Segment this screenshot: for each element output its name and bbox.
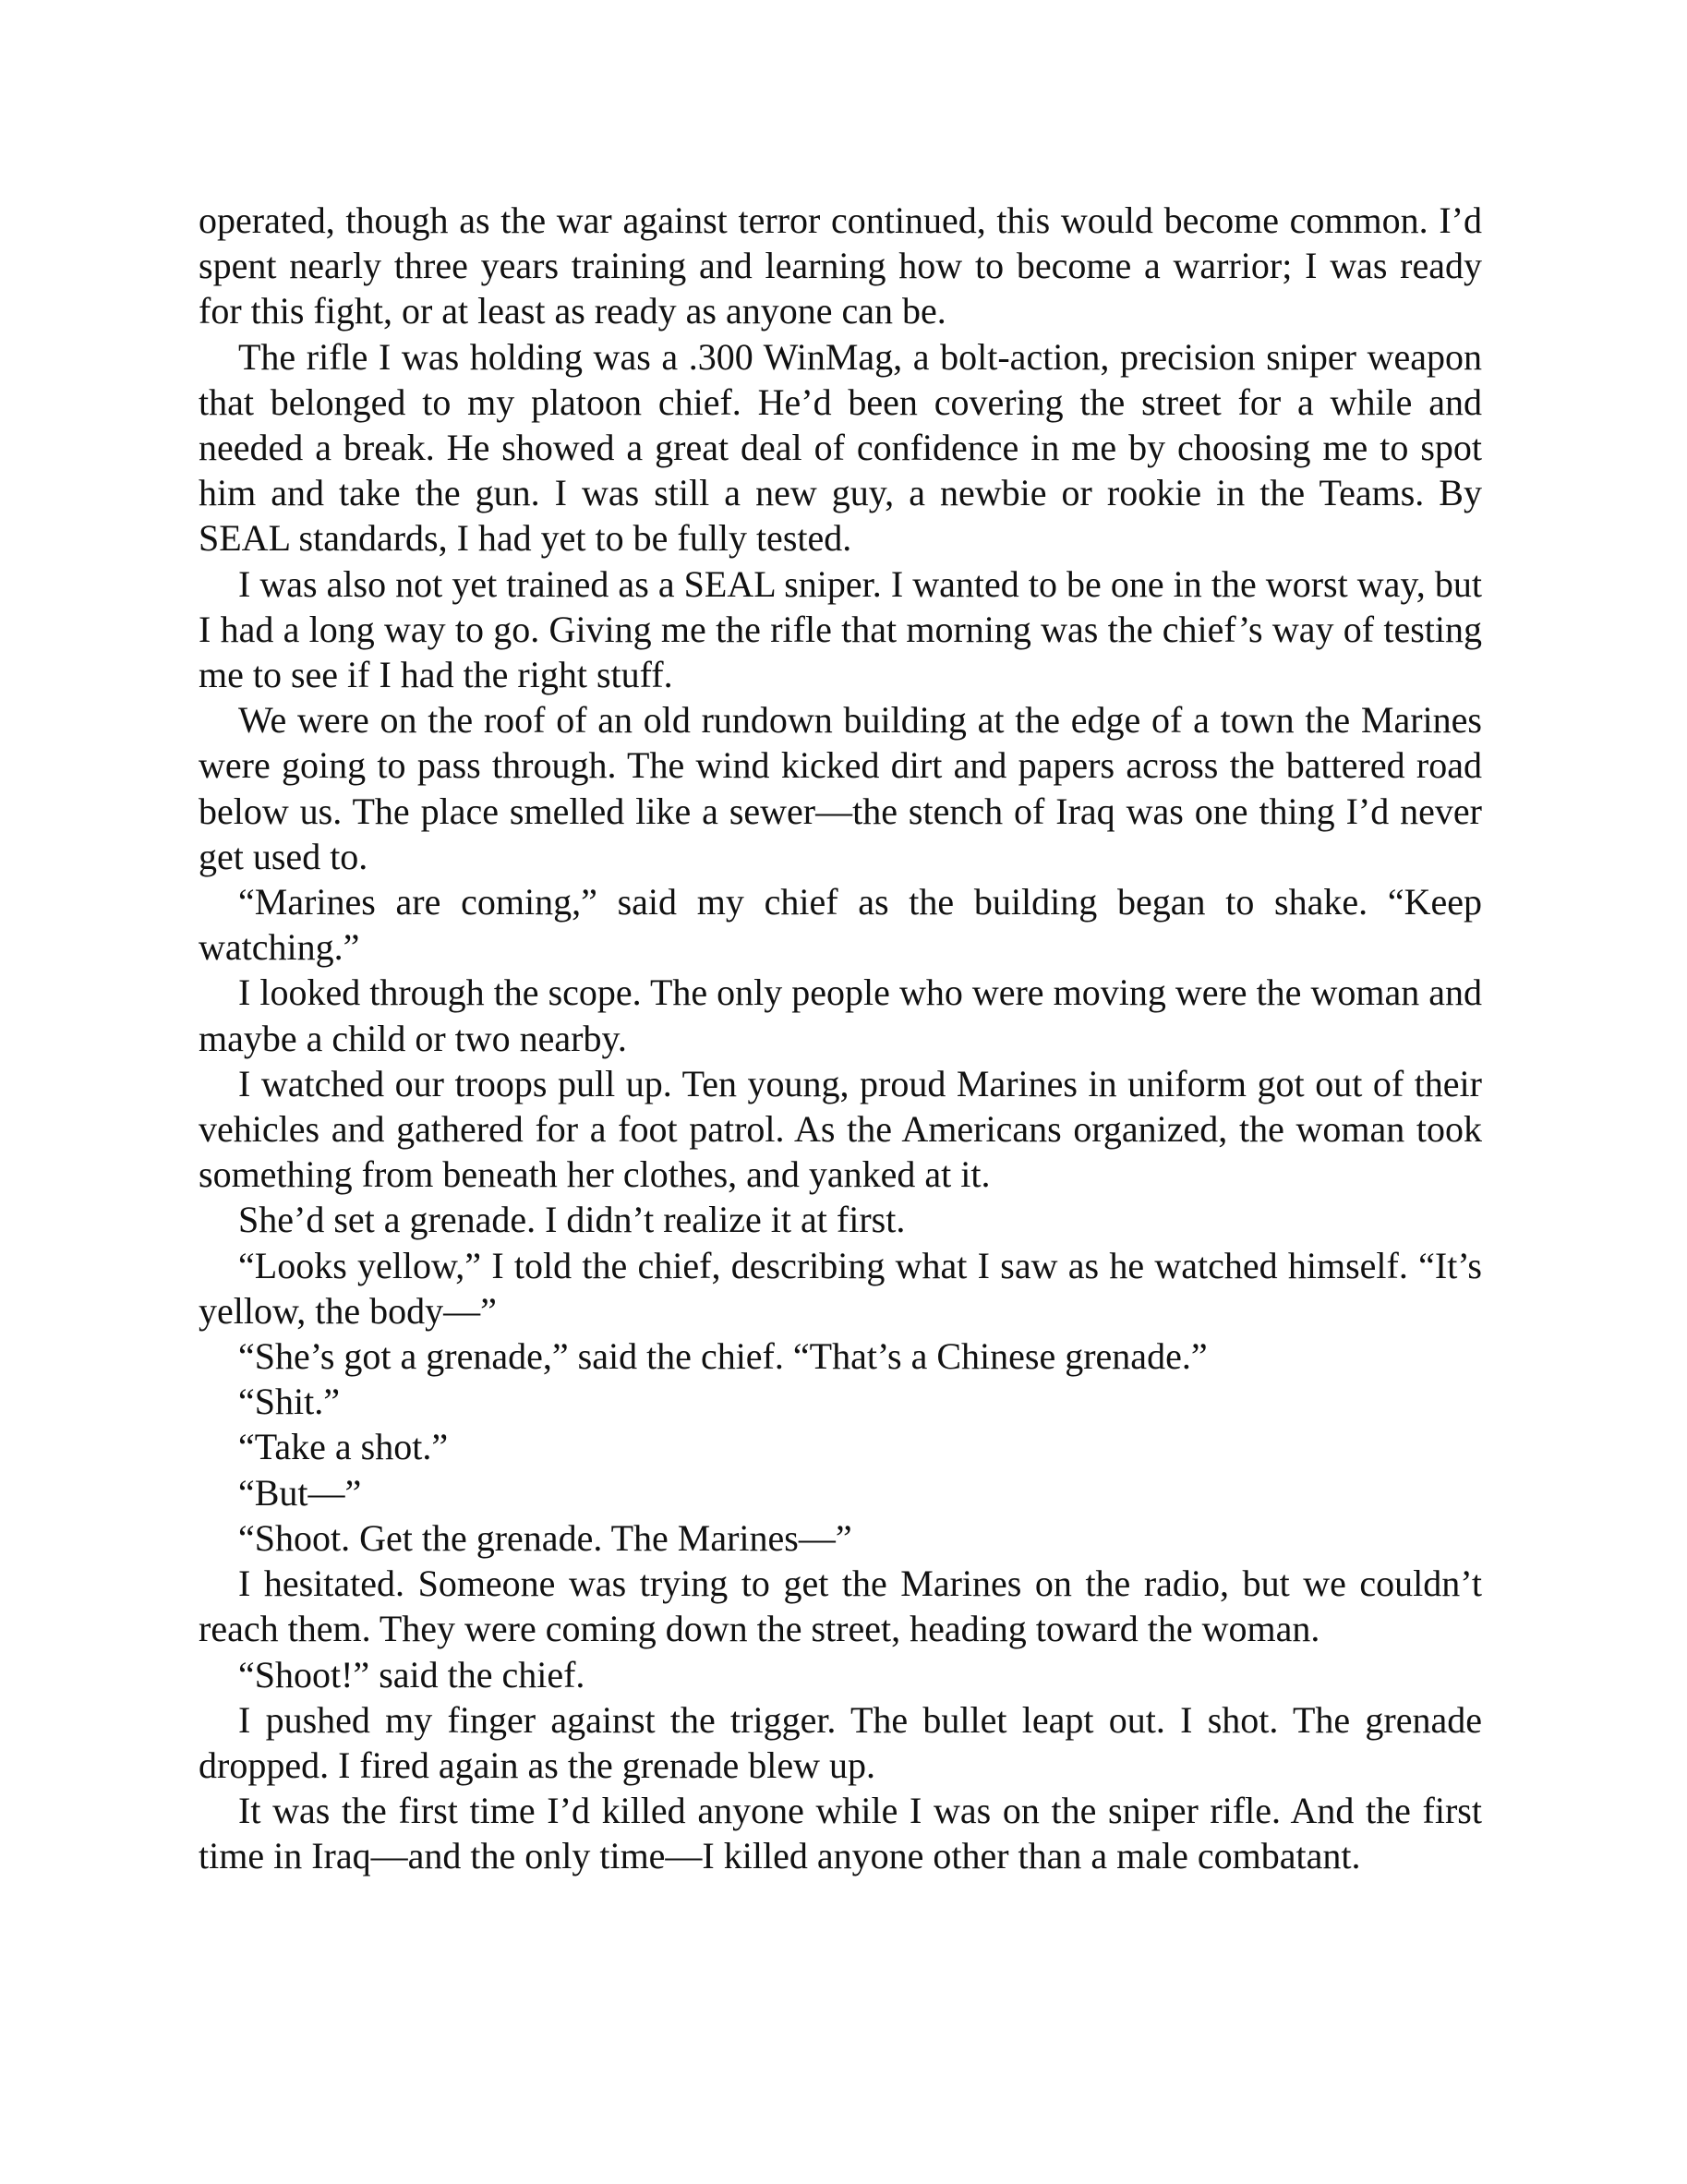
paragraph-18: It was the first time I’d killed anyone while I was on the sniper rifle. And the first time in Iraq—and the only time—I killed anyone other than a male combatant. (199, 1790, 1482, 1877)
paragraph-16: “Shoot!” said the chief. (238, 1653, 585, 1695)
paragraph-13: “But—” (238, 1471, 362, 1514)
paragraph-7: I watched our troops pull up. Ten young, proud Marines in uniform got out of their vehicles and gathered for a foot patrol. As the Americans organized, the woman took something from beneath her clothes, and yanked at it. (199, 1062, 1482, 1196)
paragraph-12: “Take a shot.” (238, 1426, 449, 1468)
paragraph-9: “Looks yellow,” I told the chief, describing what I saw as he watched himself. “It’s yellow, the body—” (199, 1244, 1482, 1332)
paragraph-5: “Marines are coming,” said my chief as the building began to shake. “Keep watching.” (199, 881, 1482, 969)
paragraph-10: “She’s got a grenade,” said the chief. “That’s a Chinese grenade.” (238, 1335, 1208, 1378)
paragraph-4: We were on the roof of an old rundown building at the edge of a town the Marines were going to pass through. The wind kicked dirt and papers across the battered road below us. The place smelled like a sewer—the stench of Iraq was one thing I’d never get used to. (199, 699, 1482, 877)
paragraph-15: I hesitated. Someone was trying to get the Marines on the radio, but we couldn’t reach them. They were coming down the street, heading toward the woman. (199, 1563, 1482, 1650)
paragraph-3: I was also not yet trained as a SEAL sniper. I wanted to be one in the worst way, but I had a long way to go. Giving me the rifle that morning was the chief’s way of testing me to see if I had the right stuff. (199, 562, 1482, 696)
paragraph-2: The rifle I was holding was a .300 WinMag, a bolt-action, precision sniper weapon that belonged to my platoon chief. He’d been covering the street for a while and needed a break. He showed a great deal of confidence in me by choosing me to spot him and take the gun. I was still a new guy, a newbie or rookie in the Teams. By SEAL standards, I had yet to be fully tested. (199, 335, 1482, 560)
paragraph-1: operated, though as the war against terror continued, this would become common. I’d spent nearly three years training and learning how to become a warrior; I was ready for this fight, or at least as ready as anyone can be. (199, 199, 1482, 332)
paragraph-17: I pushed my finger against the trigger. The bullet leapt out. I shot. The grenade dropped. I fired again as the grenade blew up. (199, 1698, 1482, 1786)
body-text (199, 198, 1482, 1879)
paragraph-14: “Shoot. Get the grenade. The Marines—” (238, 1516, 852, 1559)
paragraph-11: “Shit.” (238, 1381, 340, 1423)
paragraph-6: I looked through the scope. The only people who were moving were the woman and maybe a child or two nearby. (199, 971, 1482, 1059)
paragraph-8: She’d set a grenade. I didn’t realize it at first. (238, 1199, 906, 1241)
